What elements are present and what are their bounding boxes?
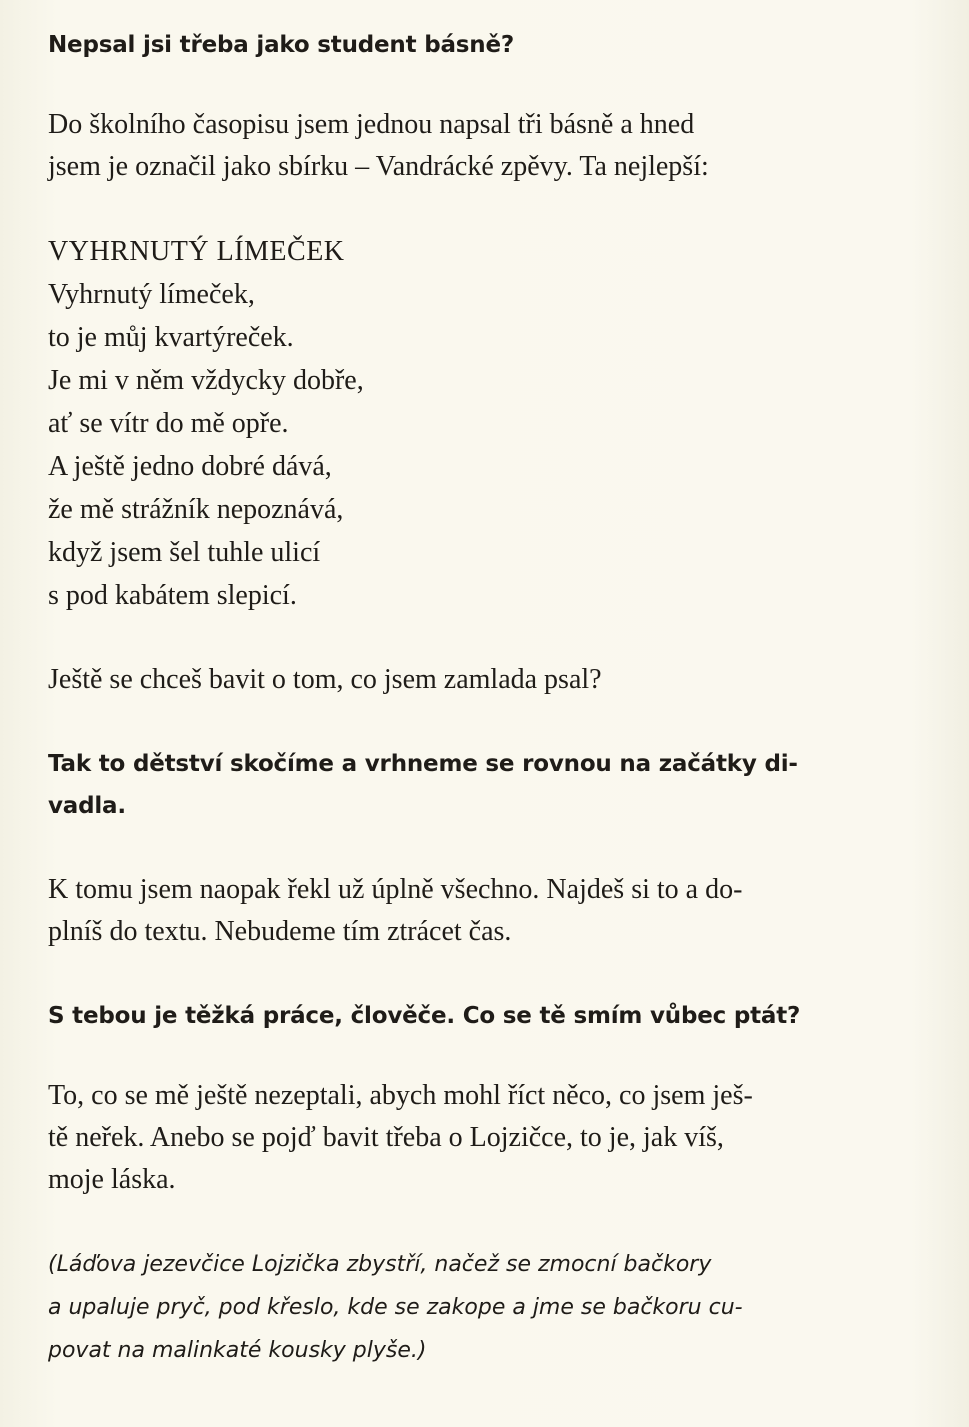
answer-4-line: To, co se mě ještě nezeptali, abych mohl říct něco, co jsem ješ- <box>48 1080 753 1111</box>
poem-title: VYHRNUTÝ LÍMEČEK <box>48 236 345 267</box>
interview-answer-3 <box>48 869 943 953</box>
poem-line: ať se vítr do mě opře. <box>48 408 289 439</box>
stage-direction-line: povat na malinkaté kousky plyše.) <box>48 1338 427 1363</box>
poem-line: Je mi v něm vždycky dobře, <box>48 365 364 396</box>
stage-direction-line: a upaluje pryč, pod křeslo, kde se zakope a jme se bačkoru cu- <box>48 1295 743 1320</box>
poem-line: že mě strážník nepoznává, <box>48 494 344 525</box>
answer-1-line: jsem je označil jako sbírku – Vandrácké zpěvy. Ta nejlepší: <box>48 151 709 182</box>
stage-direction <box>48 1243 943 1372</box>
poem <box>48 230 943 617</box>
question-3-text: S tebou je těžká práce, člověče. Co se tě smím vůbec ptát? <box>48 1003 801 1029</box>
interview-question-3 <box>48 995 943 1037</box>
poem-line: A ještě jedno dobré dává, <box>48 451 332 482</box>
question-2-line: Tak to dětství skočíme a vrhneme se rovnou na začátky di- <box>48 751 798 777</box>
interview-answer-2 <box>48 659 943 701</box>
interview-question-1 <box>48 24 943 66</box>
answer-3-line: plníš do textu. Nebudeme tím ztrácet čas. <box>48 916 512 947</box>
interview-answer-4 <box>48 1075 943 1201</box>
poem-line: Vyhrnutý límeček, <box>48 279 255 310</box>
interview-answer-1 <box>48 104 943 188</box>
question-2-line: vadla. <box>48 793 126 819</box>
answer-4-line: moje láska. <box>48 1164 176 1195</box>
poem-line: s pod kabátem slepicí. <box>48 580 297 611</box>
stage-direction-line: (Láďova jezevčice Lojzička zbystří, načež se zmocní bačkory <box>48 1252 712 1277</box>
interview-question-2 <box>48 743 943 827</box>
poem-line: to je můj kvartýreček. <box>48 322 294 353</box>
answer-1-line: Do školního časopisu jsem jednou napsal tři básně a hned <box>48 109 695 140</box>
answer-3-line: K tomu jsem naopak řekl už úplně všechno. Najdeš si to a do- <box>48 874 743 905</box>
answer-4-line: tě neřek. Anebo se pojď bavit třeba o Lojzičce, to je, jak víš, <box>48 1122 724 1153</box>
poem-line: když jsem šel tuhle ulicí <box>48 537 321 568</box>
answer-2-text: Ještě se chceš bavit o tom, co jsem zamlada psal? <box>48 664 602 695</box>
question-1-text: Nepsal jsi třeba jako student básně? <box>48 32 514 58</box>
